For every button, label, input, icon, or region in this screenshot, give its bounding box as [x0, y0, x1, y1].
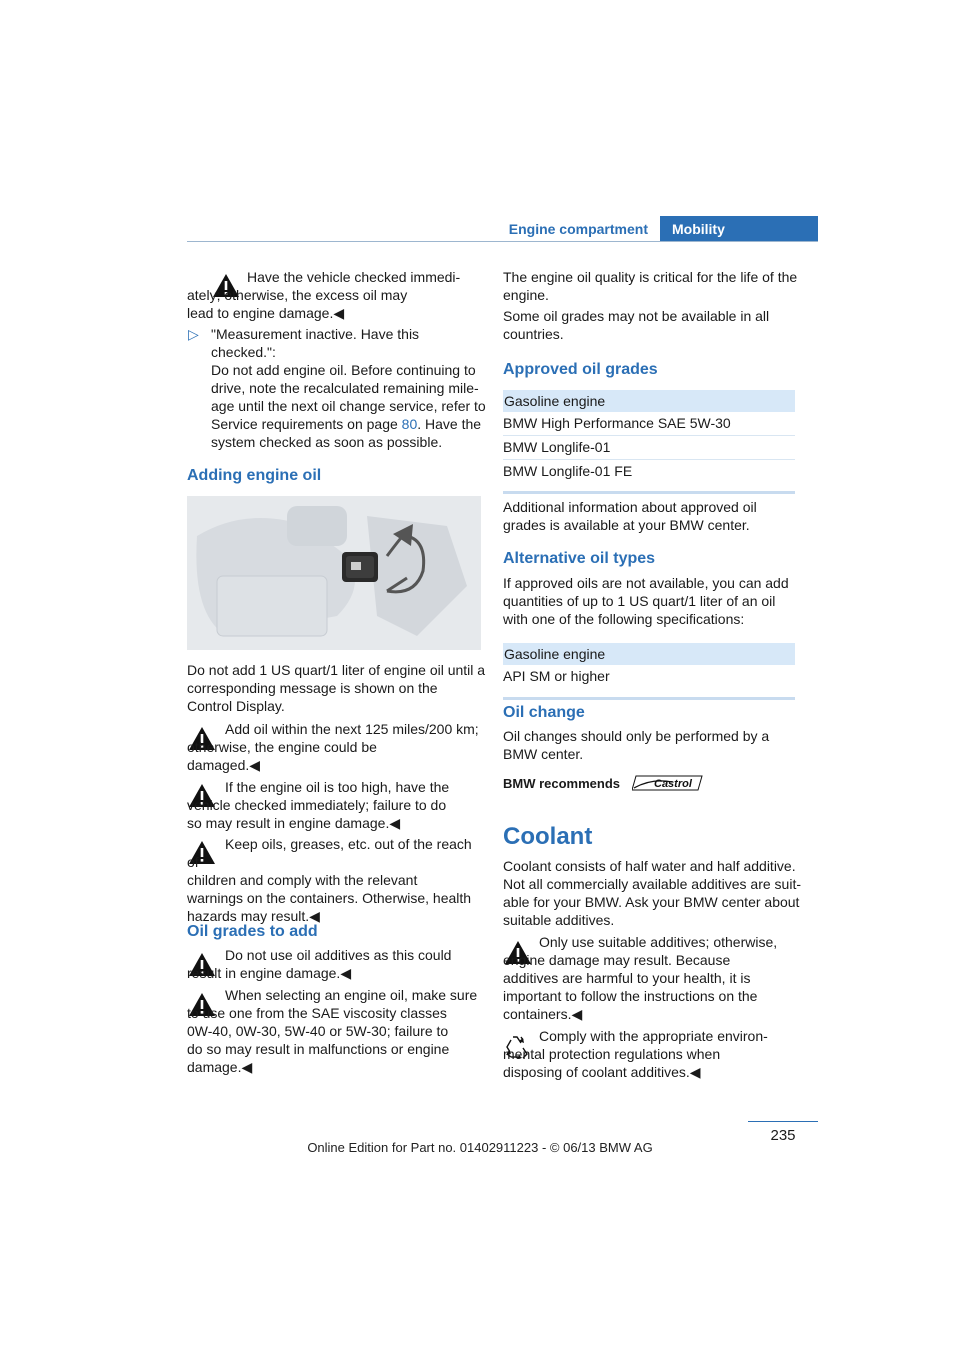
warning-keep-away-children: Keep oils, greases, etc. out of the reach of children and comply with the relevant warnings on the containers. Otherwise, health hazards may result.◀	[187, 836, 472, 924]
warning-oil-too-high: If the engine oil is too high, have the vehicle checked immediately; failure to do so may result in engine damage.◀	[187, 779, 450, 831]
table-header: Gasoline engine	[503, 390, 795, 412]
heading-oil-grades-to-add: Oil grades to add	[187, 923, 318, 940]
table-end-rule	[503, 697, 795, 700]
warning-add-oil-125: Add oil within the next 125 miles/200 km; otherwise, the engine could be damaged.◀	[187, 721, 479, 773]
warning-excess-oil: Have the vehicle checked immedi- ately; otherwise, the excess oil may lead to engine damage.◀	[187, 269, 461, 321]
additional-info-text: Additional information about approved oil grades is available at your BMW center.	[503, 499, 757, 533]
footer-text: Online Edition for Part no. 01402911223 - © 06/13 BMW AG	[307, 1140, 653, 1155]
heading-oil-change: Oil change	[503, 704, 585, 721]
coolant-text: Coolant consists of half water and half additive. Not all commercially available additives are suit- able for your BMW. Ask your BMW center about suitable additives.	[503, 858, 802, 928]
bullet-body	[211, 361, 491, 451]
oil-cap	[342, 552, 378, 582]
bmw-recommends-label: BMW recommends	[503, 776, 621, 791]
alternative-oil-table	[503, 643, 795, 700]
bullet-marker: ▷	[188, 326, 199, 342]
table-row: API SM or higher	[503, 668, 610, 684]
heading-coolant: Coolant	[503, 823, 593, 850]
page-reference-link[interactable]: 80	[401, 416, 418, 432]
page-number: 235	[770, 1127, 796, 1144]
oil-quality-text: The engine oil quality is critical for the life of the engine.	[503, 269, 798, 303]
heading-approved-oil-grades: Approved oil grades	[503, 361, 658, 378]
header-divider	[187, 241, 818, 242]
chapter-tab: Mobility	[660, 216, 818, 242]
section-title: Engine compartment	[508, 221, 648, 237]
oil-change-text: Oil changes should only be performed by a BMW center.	[503, 728, 770, 762]
bullet-body-text-end: . Have the system checked as soon as possible.	[211, 416, 482, 450]
adding-instructions: Do not add 1 US quart/1 liter of engine oil until a corresponding message is shown on the Control Display.	[187, 662, 486, 714]
warning-viscosity: When selecting an engine oil, make sure to use one from the SAE viscosity classes 0W-40, 0W-30, 5W-40 or 5W-30; failure to do so may result in malfunctions or engine damage.◀	[187, 987, 478, 1075]
oil-availability-text: Some oil grades may not be available in all countries.	[503, 308, 770, 342]
table-row: BMW High Performance SAE 5W-30	[503, 412, 795, 436]
heading-alternative-oil-types: Alternative oil types	[503, 550, 656, 567]
page-number-rule	[748, 1121, 818, 1122]
table-end-rule	[503, 491, 795, 494]
heading-adding-engine-oil: Adding engine oil	[187, 467, 322, 484]
alternative-oil-text: If approved oils are not available, you can add quantities of up to 1 US quart/1 liter of an oil with one of the following specifications:	[503, 575, 789, 627]
svg-text:Castrol: Castrol	[654, 778, 692, 790]
castrol-logo	[632, 774, 704, 792]
warning-coolant-additives: Only use suitable additives; otherwise, engine damage may result. Because additives are harmful to your health, it is important to follow the instructions on the containers.◀	[503, 934, 778, 1022]
approved-oil-table	[503, 390, 795, 494]
bullet-body-text: Do not add engine oil. Before continuing to drive, note the recalculated remaining mile- age until the next oil change service, refer to Service requirements on page	[211, 362, 486, 432]
bullet-title: "Measurement inactive. Have this checked.":	[211, 326, 420, 360]
warning-no-additives: Do not use oil additives as this could result in engine damage.◀	[187, 947, 452, 981]
table-header: Gasoline engine	[503, 643, 795, 665]
environment-note: Comply with the appropriate environ- mental protection regulations when disposing of coolant additives.◀	[503, 1028, 768, 1080]
engine-oil-filler-illustration	[187, 496, 481, 650]
table-row: BMW Longlife-01 FE	[503, 463, 633, 479]
engine-illustration-graphic	[187, 496, 481, 650]
table-row: BMW Longlife-01	[503, 436, 795, 460]
